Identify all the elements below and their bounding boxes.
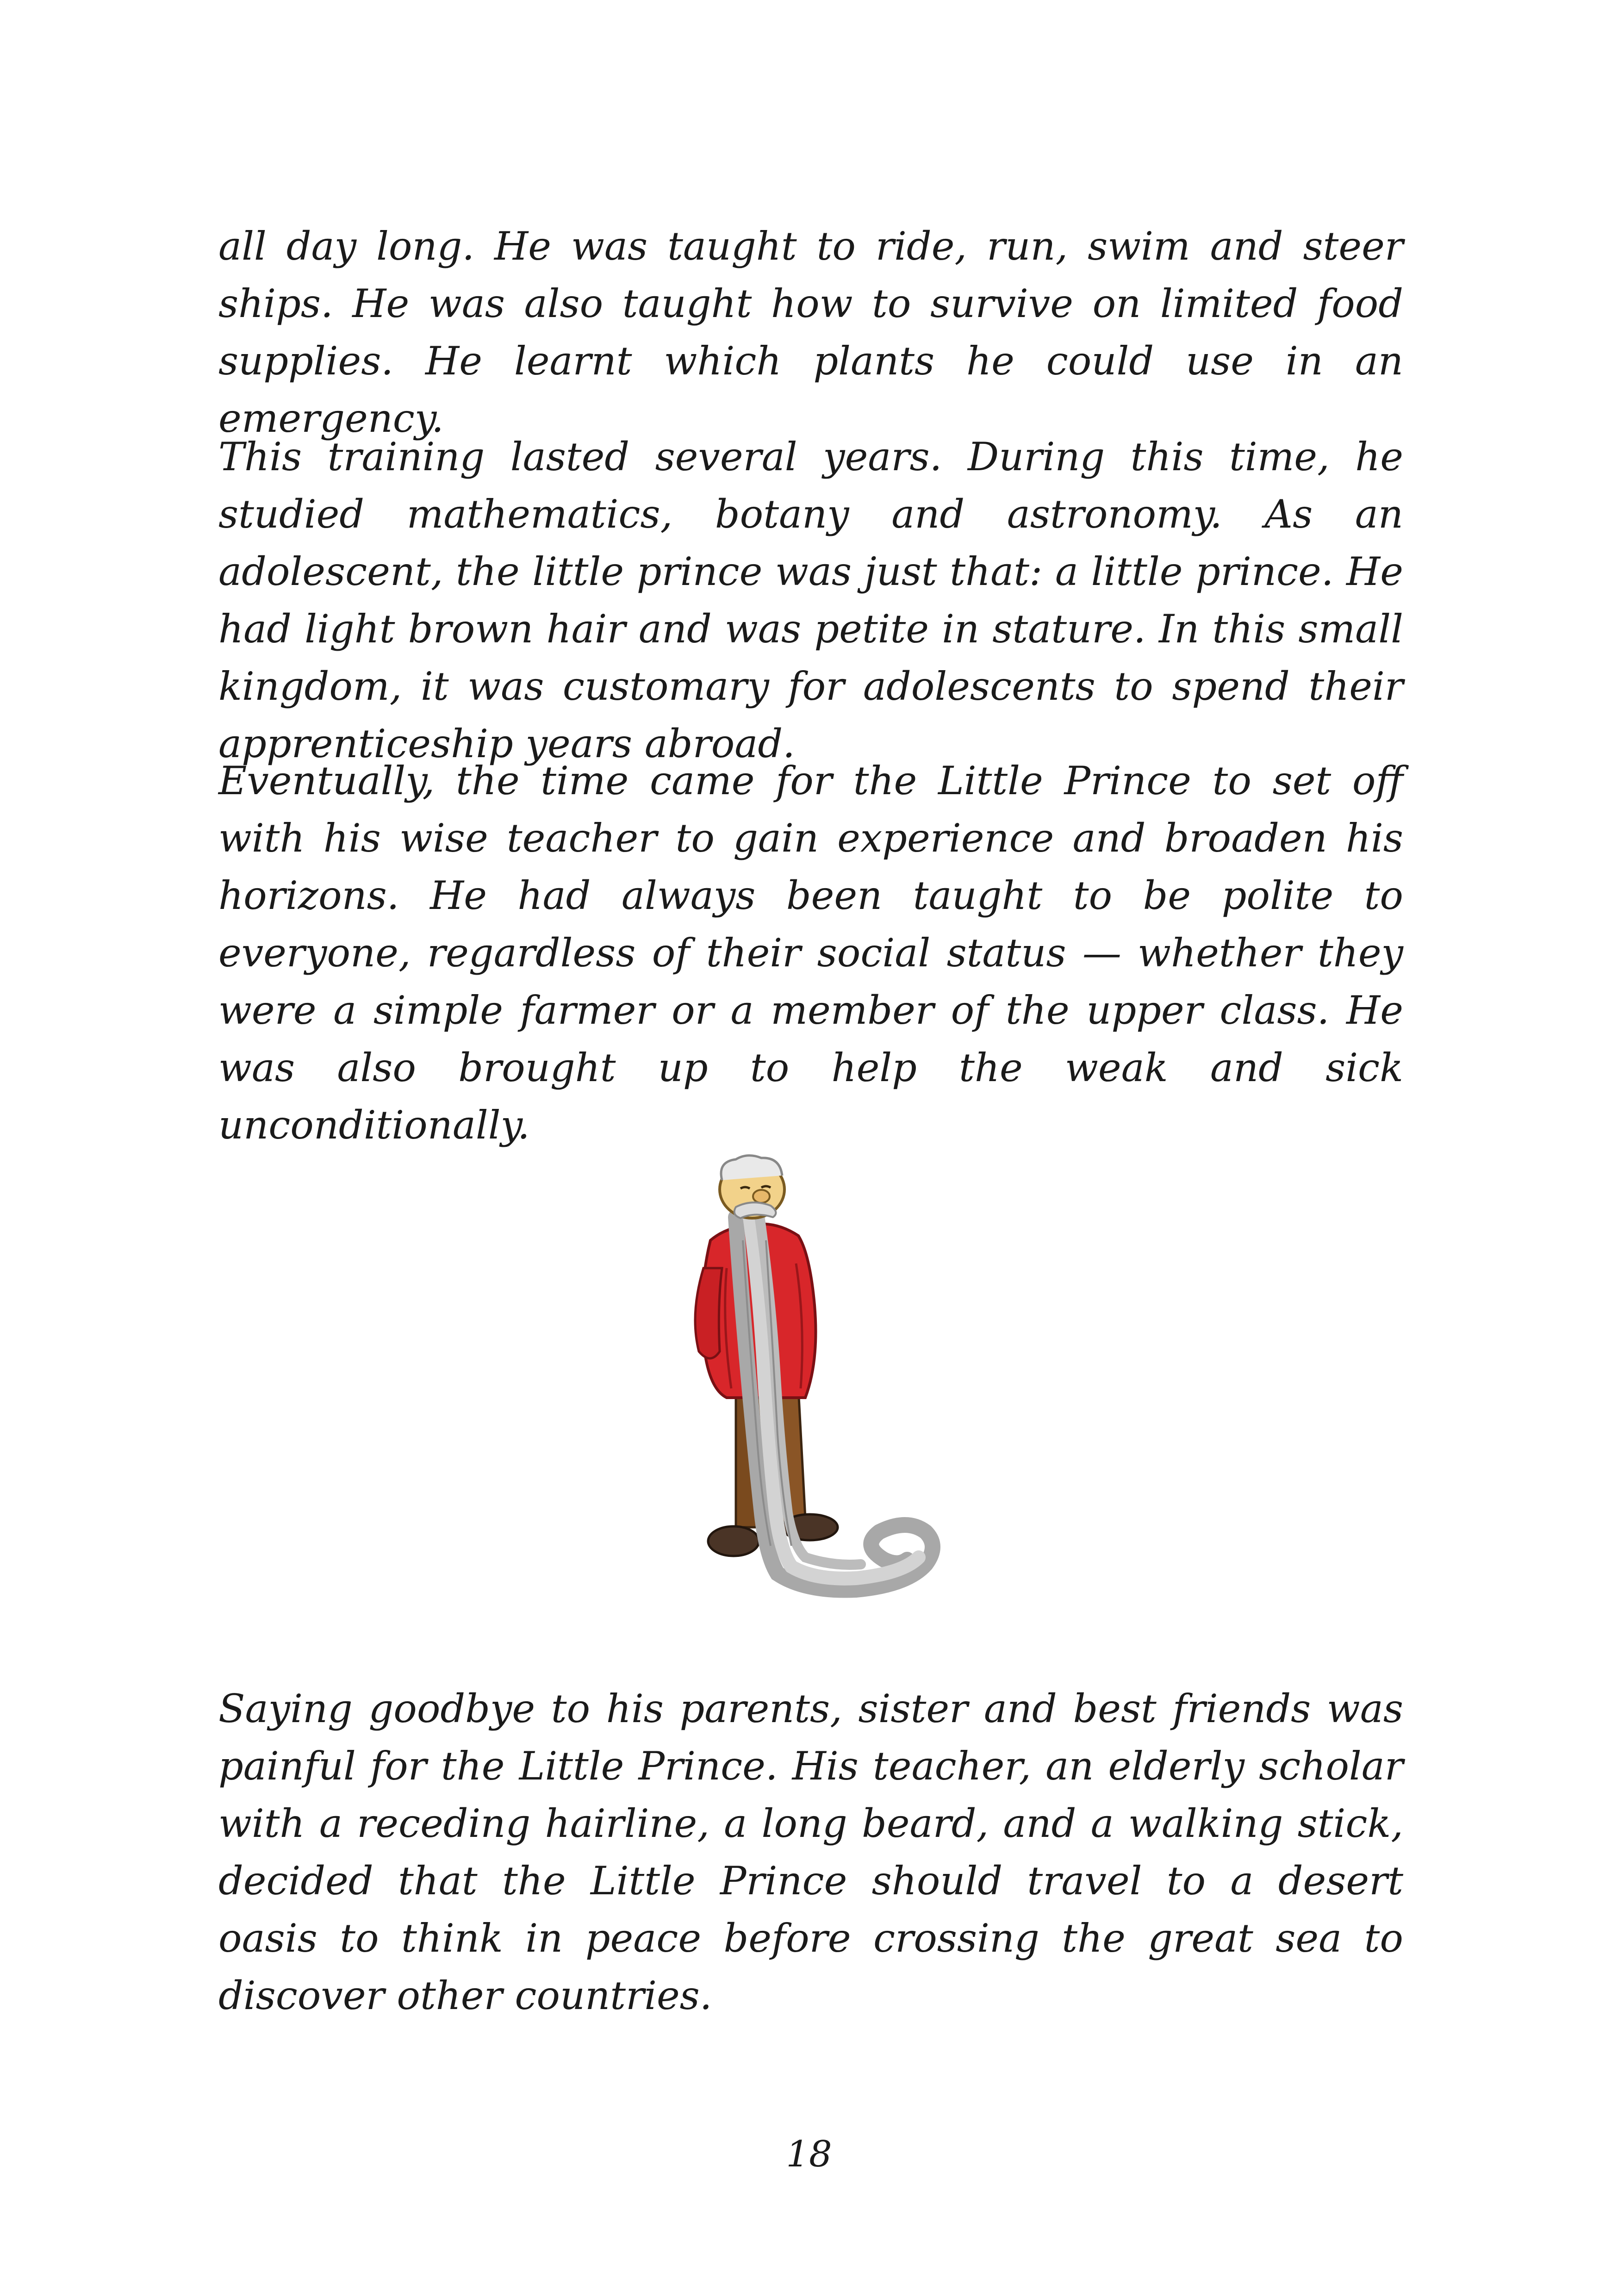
paragraph-4: Saying goodbye to his parents, sister and best friends was painful for the Little Prince. His teacher, an elderly scholar with a receding hairline, a long beard, and a walking stick, decided that the Little Prince should travel to a desert oasis to think in peace before crossing the great sea to discover other countries.: [218, 1686, 1403, 2018]
paragraph-2: This training lasted several years. During this time, he studied mathematics, botany and astronomy. As an adolescent, the little prince was just that: a little prince. He had light brown hair and was petite in stature. In this small kingdom, it was customary for adolescents to spend their apprenticeship years abroad.: [218, 434, 1403, 766]
paragraph-1: all day long. He was taught to ride, run, swim and steer ships. He was also taught how to survive on limited food supplies. He learnt which plants he could use in an emergency.: [218, 224, 1403, 441]
page-number: 18: [786, 2134, 832, 2175]
old-teacher-illustration: [666, 1148, 963, 1620]
paragraph-3: Eventually, the time came for the Little Prince to set off with his wise teacher to gain experience and broaden his horizons. He had always been taught to be polite to everyone, regardless of their social status — whether they were a simple farmer or a member of the upper class. He was also brought up to help the weak and sick unconditionally.: [218, 758, 1403, 1148]
